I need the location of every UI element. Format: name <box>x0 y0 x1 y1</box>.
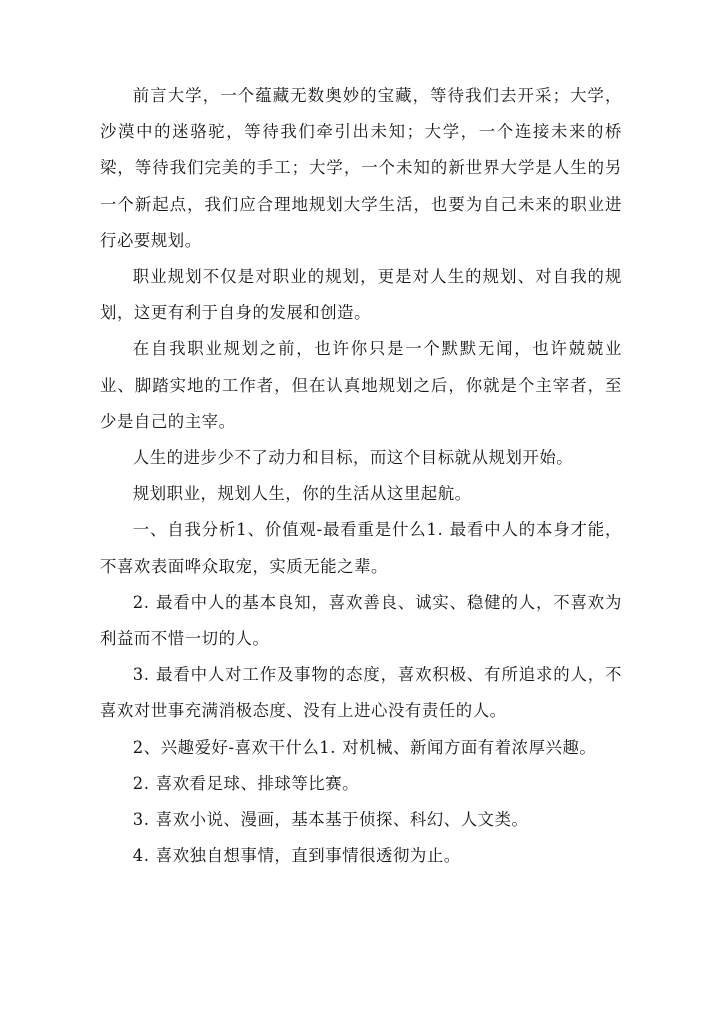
paragraph-before-self-planning: 在自我职业规划之前，也许你只是一个默默无闻，也许兢兢业业、脚踏实地的工作者，但在认真地规划之后，你就是个主宰者，至少是自己的主宰。 <box>100 339 622 431</box>
paragraph-interests-4: 4. 喜欢独自想事情，直到事情很透彻为止。 <box>132 846 461 866</box>
paragraph-interests-2: 2. 喜欢看足球、排球等比赛。 <box>132 773 360 793</box>
paragraph-plan-career-plan-life: 规划职业，规划人生，你的生活从这里起航。 <box>132 484 472 504</box>
paragraph-self-analysis-values-2: 2. 最看中人的基本良知，喜欢善良、诚实、稳健的人，不喜欢为利益而不惜一切的人。 <box>100 592 622 649</box>
paragraph-self-analysis-values-1: 一、自我分析1、价值观-最看重是什么1. 最看中人的本身才能，不喜欢表面哗众取宠，实质无能之辈。 <box>100 520 622 576</box>
document-text-body <box>100 78 622 874</box>
paragraph-interests-3: 3. 喜欢小说、漫画，基本基于侦探、科幻、人文类。 <box>132 810 529 830</box>
paragraph-self-analysis-values-3: 3. 最看中人对工作及事物的态度，喜欢积极、有所追求的人，不喜欢对世事充满消极态度、没有上进心没有责任的人。 <box>100 665 622 721</box>
paragraph-progress-needs-goal: 人生的进步少不了动力和目标，而这个目标就从规划开始。 <box>132 448 574 468</box>
paragraph-intro-university: 前言大学，一个蕴藏无数奥妙的宝藏，等待我们去开采；大学，沙漠中的迷骆驼，等待我们牵引出未知；大学，一个连接未来的桥梁，等待我们完美的手工；大学，一个未知的新世界大学是人生的另一个新起点，我们应合理地规划大学生活，也要为自己未来的职业进行必要规划。 <box>100 86 622 250</box>
paragraph-career-plan-meaning: 职业规划不仅是对职业的规划，更是对人生的规划、对自我的规划，这更有利于自身的发展和创造。 <box>100 267 622 323</box>
paragraph-interests-1: 2、兴趣爱好-喜欢干什么1. 对机械、新闻方面有着浓厚兴趣。 <box>132 737 597 757</box>
